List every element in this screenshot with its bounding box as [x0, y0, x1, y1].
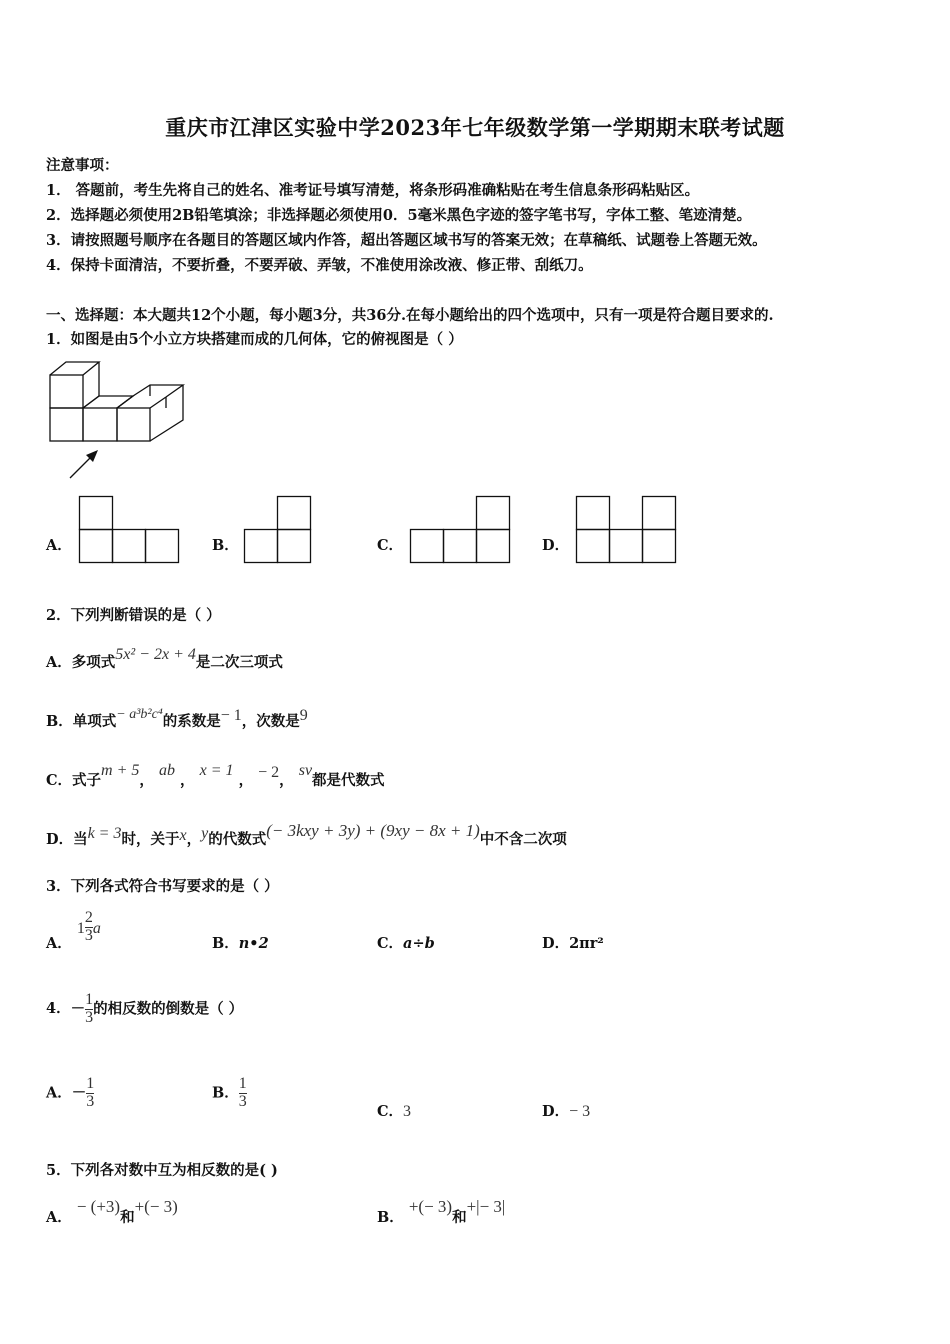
q4-option-d[interactable] — [542, 1100, 590, 1121]
q5-b-label: B． — [377, 1209, 404, 1226]
q2-a-pre: 多项式 — [71, 654, 116, 671]
q2-d-v2: y — [201, 825, 209, 842]
notice-item-3: 3．请按照题号顺序在各题目的答题区域内作答，超出答题区域书写的答案无效；在草稿纸、试题卷上答题无效。 — [46, 232, 767, 249]
q4-b-num: 1 — [238, 1075, 247, 1092]
q3-option-c[interactable] — [377, 932, 435, 953]
q4-b-label: B． — [212, 1084, 239, 1102]
q2-b-mid2: ，次数是 — [241, 713, 300, 730]
q5-a-e1: − (+3) — [76, 1197, 121, 1216]
q4-d-label: D． — [542, 1103, 570, 1120]
q3-a-whole: 1 — [76, 920, 85, 937]
q5-b-e1: +(− 3) — [408, 1197, 453, 1216]
q4-a-sign: － — [71, 1084, 87, 1102]
q4-stem-den: 3 — [85, 1008, 94, 1026]
q1-option-d-label[interactable]: D． — [542, 537, 570, 554]
q2-d-sep: ， — [186, 831, 202, 848]
q2-c-e3: x = 1 — [199, 762, 234, 779]
q2-b-label: B． — [46, 713, 73, 730]
view-arrow-icon — [70, 450, 98, 478]
q3-option-b[interactable] — [212, 932, 269, 953]
q3-d-label: D． — [542, 935, 570, 952]
notice-item-1: 1． 答题前，考生先将自己的姓名、准考证号填写清楚，将条形码准确粘贴在考生信息条形码粘贴区。 — [46, 182, 700, 199]
q1-option-b-label[interactable]: B． — [212, 537, 239, 554]
q2-d-pre: 当 — [73, 831, 88, 848]
q4-option-a[interactable] — [46, 1076, 94, 1111]
q2-b-mid: 的系数是 — [162, 713, 221, 730]
q2-a-label: A． — [46, 654, 72, 671]
q2-option-b[interactable] — [46, 707, 308, 731]
q2-d-mid2: 的代数式 — [208, 831, 267, 848]
q2-b-deg: 9 — [299, 707, 308, 724]
q5-b-e2: +|− 3| — [466, 1197, 506, 1216]
q4-stem-no: 4． — [46, 1000, 71, 1018]
q4-d-text: − 3 — [569, 1103, 591, 1120]
q5-a-and: 和 — [120, 1209, 135, 1226]
q1-option-c-label[interactable]: C． — [377, 537, 404, 554]
q2-c-post: 都是代数式 — [312, 772, 385, 789]
q2-c-e4: − 2 — [258, 764, 280, 781]
question-4-stem — [46, 992, 243, 1027]
q2-option-a[interactable] — [46, 646, 283, 672]
q3-option-a[interactable] — [46, 910, 101, 953]
q4-a-den: 3 — [86, 1092, 95, 1110]
q2-b-expr: − a³b²c⁴ — [116, 707, 163, 722]
q4-stem-post: 的相反数的倒数是（ ） — [93, 1000, 244, 1018]
q5-a-e2: +(− 3) — [134, 1197, 178, 1216]
q1-option-b-figure[interactable] — [244, 496, 314, 564]
q1-option-d-figure[interactable] — [576, 496, 678, 564]
q5-option-a[interactable] — [46, 1197, 178, 1227]
q4-a-num: 1 — [86, 1075, 95, 1092]
question-2-stem: 2．下列判断错误的是（ ） — [46, 607, 221, 624]
q3-a-var: a — [92, 920, 101, 937]
q3-c-text: a÷b — [403, 935, 435, 952]
q2-d-post: 中不含二次项 — [479, 831, 567, 848]
section-heading: 一、选择题：本大题共12个小题，每小题3分，共36分.在每小题给出的四个选项中，只有一项是符合题目要求的. — [46, 307, 774, 324]
q2-c-label: C． — [46, 772, 73, 789]
q3-d-text: 2πr² — [569, 935, 604, 952]
q4-a-label: A． — [46, 1084, 72, 1102]
q4-c-label: C． — [377, 1103, 404, 1120]
q1-option-a-label[interactable]: A． — [46, 537, 72, 554]
page-title: 重庆市江津区实验中学2023年七年级数学第一学期期末联考试题 — [165, 115, 785, 140]
q4-stem-fraction — [85, 992, 93, 1027]
q5-b-and: 和 — [452, 1209, 467, 1226]
q4-stem-num: 1 — [85, 991, 94, 1008]
q2-a-post: 是二次三项式 — [195, 654, 283, 671]
q2-c-sep1: ， — [139, 772, 154, 789]
q3-b-text: n•2 — [238, 935, 269, 952]
q4-b-fraction — [239, 1076, 247, 1111]
q4-a-fraction — [86, 1076, 94, 1111]
question-3-stem: 3．下列各式符合书写要求的是（ ） — [46, 878, 279, 895]
q4-b-den: 3 — [238, 1092, 247, 1110]
q3-a-den: 3 — [84, 926, 93, 944]
q2-c-sep3: ， — [238, 772, 254, 789]
q3-c-label: C． — [377, 935, 404, 952]
q2-c-pre: 式子 — [72, 772, 102, 789]
q2-c-e2: ab — [158, 762, 175, 779]
q3-a-num: 2 — [84, 909, 93, 926]
q5-option-b[interactable] — [377, 1197, 506, 1227]
q2-d-expr: (− 3kxy + 3y) + (9xy − 8x + 1) — [266, 821, 480, 840]
q4-option-c[interactable] — [377, 1100, 411, 1121]
q4-stem-sign: － — [70, 1000, 86, 1018]
q3-a-fraction — [85, 910, 93, 945]
q1-option-a-figure[interactable] — [79, 496, 181, 564]
q2-c-e5: sv — [298, 762, 313, 779]
q3-a-label: A． — [46, 935, 72, 952]
q2-d-mid: 时，关于 — [121, 831, 180, 848]
q2-c-e1: m + 5 — [101, 762, 140, 779]
q4-c-text: 3 — [403, 1103, 412, 1120]
q2-d-label: D． — [46, 831, 74, 848]
q2-option-d[interactable] — [46, 821, 567, 849]
q3-option-d[interactable] — [542, 932, 604, 953]
q3-b-label: B． — [212, 935, 239, 952]
q2-c-sep2: ， — [180, 772, 195, 789]
q2-option-c[interactable] — [46, 762, 385, 790]
q2-d-cond: k = 3 — [87, 825, 122, 842]
q2-d-v1: x — [179, 827, 187, 844]
question-1-stem: 1．如图是由5个小立方块搭建而成的几何体，它的俯视图是（ ） — [46, 331, 463, 348]
notice-heading: 注意事项： — [46, 157, 119, 174]
q2-a-expr: 5x² − 2x + 4 — [115, 646, 196, 663]
question-5-stem: 5．下列各对数中互为相反数的是( ) — [46, 1162, 278, 1179]
q2-b-pre: 单项式 — [72, 713, 117, 730]
q2-b-coef: − 1 — [220, 707, 242, 724]
q4-option-b[interactable] — [212, 1076, 247, 1111]
notice-item-4: 4．保持卡面清洁，不要折叠，不要弄破、弄皱，不准使用涂改液、修正带、刮纸刀。 — [46, 257, 593, 274]
q1-option-c-figure[interactable] — [410, 496, 512, 564]
q5-a-label: A． — [46, 1209, 72, 1226]
q2-c-sep4: ， — [279, 772, 294, 789]
notice-item-2: 2．选择题必须使用2B铅笔填涂；非选择题必须使用0．5毫米黑色字迹的签字笔书写，字体工整、笔迹清楚。 — [46, 207, 752, 224]
